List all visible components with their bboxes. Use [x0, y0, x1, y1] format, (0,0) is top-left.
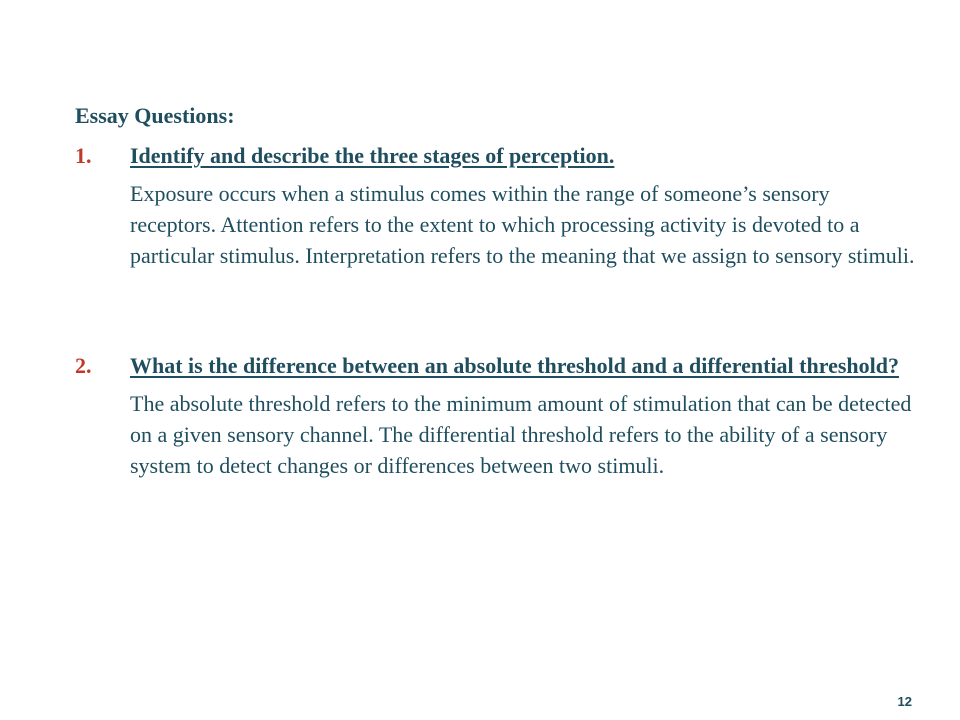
answer-text: Exposure occurs when a stimulus comes within the range of someone’s sensory receptors. Attention refers to the extent to which processing activity is devoted to a particular stimulus. Interpretation refers to the meaning that we assign to sensory stimuli. [130, 181, 915, 268]
question-number: 1. [75, 143, 92, 168]
question-item [75, 350, 915, 481]
question-item [75, 140, 915, 271]
essay-questions-heading: Essay Questions: [75, 103, 235, 128]
question-line [75, 350, 915, 382]
question-line [75, 140, 915, 172]
question-text: What is the difference between an absolute threshold and a differential threshold? [130, 353, 900, 378]
answer-text: The absolute threshold refers to the minimum amount of stimulation that can be detected on a given sensory channel. The differential threshold refers to the ability of a sensory system to detect changes or differences between two stimuli. [130, 391, 912, 478]
question-text: Identify and describe the three stages of perception. [130, 143, 615, 168]
page-number: 12 [897, 694, 912, 709]
question-number: 2. [75, 353, 92, 378]
